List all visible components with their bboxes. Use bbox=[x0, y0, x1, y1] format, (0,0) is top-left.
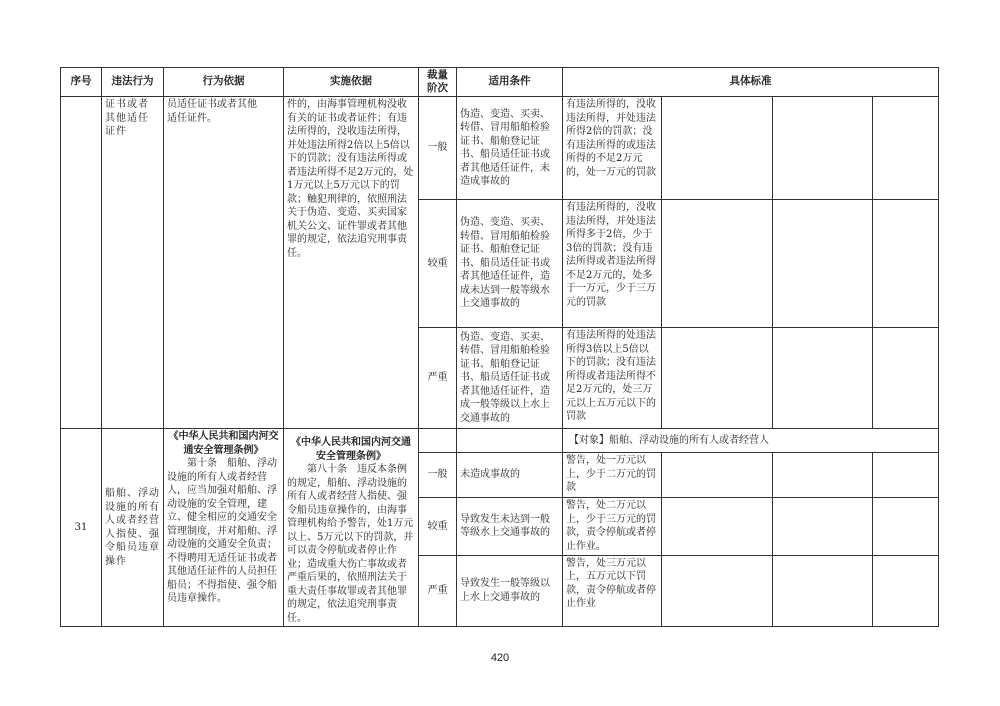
header-behavior-basis: 行为依据 bbox=[164, 68, 284, 97]
condition-cell: 伪造、变造、买卖、转借、冒用船舶检验证书、船舶登记证书、船员适任证书或者其他适任证件，造成未达到一般等级水上交通事故的 bbox=[457, 200, 563, 328]
empty-cell bbox=[873, 498, 939, 556]
condition-cell: 伪造、变造、买卖、转借、冒用船舶检验证书、船舶登记证书、船员适任证书或者其他适任证件，造成一般等级以上水上交通事故的 bbox=[457, 328, 563, 429]
empty-cell bbox=[873, 97, 939, 200]
empty-cell bbox=[773, 555, 873, 626]
impl-law-text: 第八十条 违反本条例的规定，船舶、浮动设施的所有人或者经营人指使、强令船员违章操作的，由海事管理机构给予警告，处1万元以上、5万元以下的罚款，并可以责令停航或者停止作业；造成重大伤亡事故或者严重后果的，依照刑法关于重大责任事故罪或者其他罪的规定，依法追究刑事责任。 bbox=[287, 464, 414, 624]
empty-cell bbox=[873, 555, 939, 626]
level-cell: 严重 bbox=[419, 555, 457, 626]
header-specific-standard: 具体标准 bbox=[563, 68, 939, 97]
standard-cell: 警告，处三万元以上，五万元以下罚款，责令停航或者停止作业 bbox=[563, 555, 662, 626]
condition-cell: 伪造、变造、买卖、转借、冒用船舶检验证书、船舶登记证书、船员适任证书或者其他适任证件，未造成事故的 bbox=[457, 97, 563, 200]
impl-law-title: 《中华人民共和国内河交通安全管理条例》 bbox=[291, 437, 411, 462]
empty-cell bbox=[662, 200, 773, 328]
level-cell: 一般 bbox=[419, 453, 457, 498]
empty-cell bbox=[662, 498, 773, 556]
level-cell: 严重 bbox=[419, 328, 457, 429]
seq-cell bbox=[61, 97, 102, 429]
penalty-standards-table bbox=[60, 67, 939, 627]
empty-cell bbox=[773, 498, 873, 556]
standard-cell: 有违法所得的处违法所得3倍以上5倍以下的罚款；没有违法所得或者违法所得不足2万元的，处三万元以上五万元以下的罚款 bbox=[563, 328, 662, 429]
empty-cell bbox=[662, 97, 773, 200]
header-discretion-level: 裁量 阶次 bbox=[419, 68, 457, 97]
empty-cell bbox=[773, 97, 873, 200]
page-number: 420 bbox=[490, 652, 510, 664]
table-row bbox=[61, 97, 939, 200]
behavior-basis-cell bbox=[164, 429, 284, 627]
implementation-basis-cell bbox=[284, 429, 419, 627]
table-row bbox=[61, 429, 939, 453]
empty-cell bbox=[662, 328, 773, 429]
basis-law-text: 第十条 船舶、浮动设施的所有人或者经营人，应当加强对船舶、浮动设施的安全管理，建立、健全相应的交通安全管理制度，并对船舶、浮动设施的交通安全负责；不得聘用无适任证书或者其他适任证件的人员担任船员；不得指使、强令船员违章操作。 bbox=[167, 458, 277, 604]
object-cell: 【对象】船舶、浮动设施的所有人或者经营人 bbox=[563, 429, 939, 453]
level-cell: 较重 bbox=[419, 498, 457, 556]
empty-cell bbox=[662, 555, 773, 626]
basis-law-title: 《中华人民共和国内河交通安全管理条例》 bbox=[168, 431, 279, 456]
header-violation: 违法行为 bbox=[102, 68, 164, 97]
implementation-basis-cell: 件的，由海事管理机构没收有关的证书或者证件；有违法所得的，没收违法所得，并处违法所得2倍以上5倍以下的罚款；没有违法所得或者违法所得不足2万元的，处1万元以上5万元以下的罚款；触犯刑律的，依照刑法关于伪造、变造、买卖国家机关公文、证件罪或者其他罪的规定，依法追究刑事责任。 bbox=[284, 97, 419, 429]
behavior-basis-cell: 员适任证书或者其他 适任证件。 bbox=[164, 97, 284, 429]
empty-cell bbox=[773, 200, 873, 328]
empty-cell bbox=[662, 453, 773, 498]
violation-cell: 证书或者 其他适任 证件 bbox=[102, 97, 164, 429]
empty-cell bbox=[873, 328, 939, 429]
empty-cell bbox=[773, 453, 873, 498]
header-row bbox=[61, 68, 939, 97]
level-cell: 较重 bbox=[419, 200, 457, 328]
condition-cell: 导致发生未达到一般等级水上交通事故的 bbox=[457, 498, 563, 556]
standard-cell: 有违法所得的，没收违法所得，并处违法所得多于2倍，少于3倍的罚款；没有违法所得或者违法所得不足2万元的，处多于一万元，少于三万元的罚款 bbox=[563, 200, 662, 328]
empty-cell bbox=[457, 429, 563, 453]
empty-cell bbox=[773, 328, 873, 429]
header-implementation-basis: 实施依据 bbox=[284, 68, 419, 97]
header-conditions: 适用条件 bbox=[457, 68, 563, 97]
standard-cell: 警告，处一万元以上，少于二万元的罚款 bbox=[563, 453, 662, 498]
standard-cell: 警告，处二万元以上，少于三万元的罚款，责令停航或者停止作业。 bbox=[563, 498, 662, 556]
empty-cell bbox=[873, 453, 939, 498]
empty-cell bbox=[873, 200, 939, 328]
seq-cell: 31 bbox=[61, 429, 102, 627]
violation-cell: 船舶、浮动设施的所有人或者经营人指使、强令船员违章操作 bbox=[102, 429, 164, 627]
standard-cell: 有违法所得的，没收违法所得，并处违法所得2倍的罚款；没有违法所得的或违法所得的不足2万元的，处一万元的罚款 bbox=[563, 97, 662, 200]
condition-cell: 未造成事故的 bbox=[457, 453, 563, 498]
empty-cell bbox=[419, 429, 457, 453]
header-seq: 序号 bbox=[61, 68, 102, 97]
level-cell: 一般 bbox=[419, 97, 457, 200]
condition-cell: 导致发生一般等级以上水上交通事故的 bbox=[457, 555, 563, 626]
